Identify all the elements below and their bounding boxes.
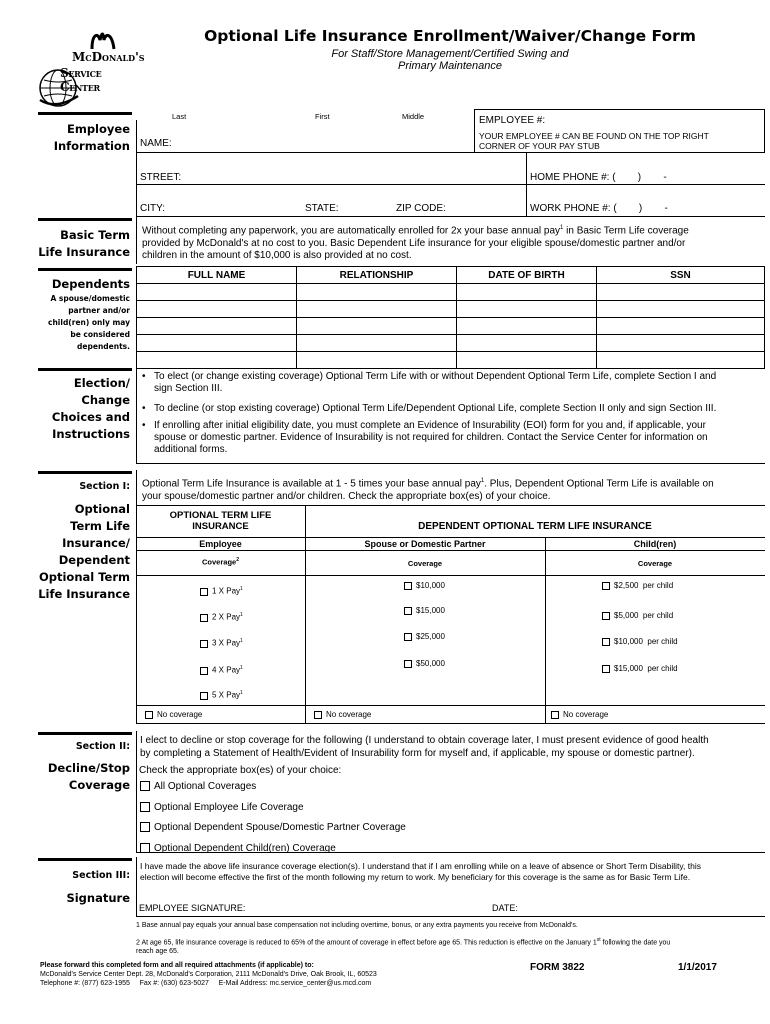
employee-option-2x[interactable]: 2 X Pay$^1$	[200, 612, 243, 622]
optional-term-header-line: OPTIONAL TERM LIFE	[169, 510, 272, 521]
option-label: Optional Dependent Spouse/Domestic Partner Coverage	[154, 822, 406, 833]
employee-no-coverage[interactable]	[145, 710, 202, 719]
table-cell[interactable]	[457, 335, 597, 352]
contact-info: Telephone #: (877) 623-1955 Fax #: (630) 623-5027 E-Mail Address: mc.service_center@us.mcd.com	[40, 980, 372, 987]
zip-field[interactable]: ZIP CODE:	[396, 203, 446, 214]
table-cell[interactable]	[137, 352, 297, 369]
coverage-label-employee	[136, 557, 305, 567]
section-2-text-line: by completing a Statement of Health/Evident of Insurability form for myself and, if applicable, my spouse or domestic partner).	[140, 747, 695, 759]
section-1-box	[136, 470, 765, 724]
dependent-optional-header: DEPENDENT OPTIONAL TERM LIFE INSURANCE	[418, 521, 652, 532]
header-full-name: FULL NAME	[137, 267, 297, 284]
optional-term-header	[136, 510, 305, 532]
section-3-text-line: election will become effective the first of the month following my return to work. My beneficiary for this coverage is the same as for Basic Term Life.	[140, 872, 691, 882]
option-label: $25,000	[416, 632, 445, 641]
instruction-item: • To elect (or change existing coverage) Optional Term Life with or without Dependent Optional Term Life, complete Section I and sign Section III.	[142, 371, 717, 394]
instruction-text: additional forms.	[154, 444, 228, 455]
dependents-label: Dependents	[51, 277, 130, 291]
table-row	[137, 301, 765, 318]
basic-term-label-1: Basic Term	[60, 228, 130, 242]
coverage-text: Coverage	[202, 557, 237, 567]
grid-line	[305, 505, 306, 724]
section-bar	[38, 112, 132, 115]
footnote-2-text: following the date you	[600, 939, 671, 947]
date-field[interactable]: DATE:	[492, 903, 518, 913]
option-label: $10,000	[416, 581, 445, 590]
checkbox-icon	[145, 711, 153, 719]
name-field[interactable]: NAME:	[140, 138, 172, 149]
decline-option-spouse[interactable]	[140, 818, 406, 839]
decline-option-all[interactable]	[140, 777, 406, 798]
child-option-5000[interactable]	[602, 611, 673, 620]
form-subtitle-1: For Staff/Store Management/Certified Swing and	[331, 48, 569, 60]
globe-icon	[36, 66, 80, 110]
section-1-title-line: Insurance/	[62, 536, 130, 550]
option-label: $10,000 per child	[614, 637, 678, 646]
employee-option-1x[interactable]: 1 X Pay$^1$	[200, 586, 243, 596]
spouse-no-coverage[interactable]	[314, 710, 371, 719]
child-option-2500[interactable]	[602, 581, 673, 590]
section-3-text	[140, 861, 762, 883]
section-1-intro-line: Optional Term Life Insurance is available at 1 - 5 times your base annual pay	[142, 478, 481, 490]
table-cell[interactable]	[297, 301, 457, 318]
table-cell[interactable]	[597, 284, 765, 301]
table-row	[137, 352, 765, 369]
table-cell[interactable]	[597, 352, 765, 369]
dependents-note-line: be considered	[70, 330, 130, 339]
coverage-label-child: Coverage	[637, 559, 673, 568]
checkbox-icon	[602, 665, 610, 673]
table-cell[interactable]	[297, 352, 457, 369]
checkbox-icon	[140, 781, 150, 791]
instruction-text: spouse or domestic partner. Evidence of Insurability is not required for children. Contact the Service Center for information on	[154, 432, 708, 443]
section-2-text	[140, 735, 760, 760]
header-date-of-birth: DATE OF BIRTH	[457, 267, 597, 284]
golden-arches-icon	[90, 30, 118, 50]
decline-option-children[interactable]	[140, 839, 406, 860]
table-header-row	[137, 267, 765, 284]
employee-option-5x[interactable]: 5 X Pay$^1$	[200, 690, 243, 700]
dependents-note-line: dependents.	[77, 342, 130, 351]
section-3-label: Section III:	[72, 870, 130, 881]
section-2-check-prompt: Check the appropriate box(es) of your choice:	[139, 765, 342, 776]
section-1-title	[20, 501, 130, 603]
employee-info-label	[30, 121, 130, 155]
employee-no-hint-1: YOUR EMPLOYEE # CAN BE FOUND ON THE TOP RIGHT	[479, 131, 709, 141]
election-label-line: Change	[81, 393, 130, 407]
footnote-2-text: reach age 65.	[136, 948, 179, 956]
option-label: 2 X Pay	[212, 612, 241, 622]
table-row	[137, 318, 765, 335]
table-cell[interactable]	[137, 284, 297, 301]
option-label: $15,000 per child	[614, 664, 678, 673]
option-label: 5 X Pay	[212, 690, 241, 700]
checkbox-icon	[551, 711, 559, 719]
table-cell[interactable]	[297, 284, 457, 301]
grid-line	[136, 537, 765, 538]
forward-instruction: Please forward this completed form and all required attachments (if applicable) to:	[40, 962, 314, 969]
section-2-title	[30, 760, 130, 794]
section-bar	[38, 218, 132, 221]
option-label: Optional Dependent Child(ren) Coverage	[154, 842, 336, 854]
section-1-title-line: Optional	[74, 502, 130, 516]
col-middle-label: Middle	[402, 112, 425, 121]
employee-no-box[interactable]	[474, 109, 765, 153]
grid-line	[136, 705, 765, 706]
dependents-table	[136, 266, 765, 369]
section-2-label: Section II:	[75, 741, 130, 752]
employee-col-header: Employee	[199, 539, 242, 549]
instruction-item: • If enrolling after initial eligibility date, you must complete an Evidence of Insurability (EOI) form for you and, if applicable, your spouse or domestic partner. Evidence of Insurability is not required for children. Contact the Service Center for information on additional forms.	[142, 420, 708, 455]
street-row	[136, 153, 765, 185]
checkbox-icon	[404, 582, 412, 590]
table-cell[interactable]	[137, 301, 297, 318]
form-title: Optional Life Insurance Enrollment/Waiver/Change Form	[204, 27, 696, 45]
home-phone-field[interactable]: HOME PHONE #: ( ) -	[530, 172, 667, 183]
checkbox-icon	[140, 822, 150, 832]
decline-options	[140, 777, 406, 859]
option-label: 3 X Pay	[212, 638, 241, 648]
street-field[interactable]: STREET:	[140, 172, 182, 183]
option-label: $2,500 per child	[614, 581, 674, 590]
checkbox-icon	[200, 692, 208, 700]
election-label-line: Choices and	[51, 410, 130, 424]
brand-line1: McDonald's	[72, 50, 145, 64]
footnote-2-text: At age 65, life insurance coverage is reduced to 65% of the amount of coverage in effect before age 65. This reduction is effective on the January 1	[139, 939, 597, 947]
section-bar	[38, 268, 132, 271]
table-cell[interactable]	[597, 318, 765, 335]
option-label: No coverage	[563, 710, 609, 719]
checkbox-icon	[404, 660, 412, 668]
table-cell[interactable]	[457, 318, 597, 335]
table-cell[interactable]	[297, 318, 457, 335]
section-1-intro-line: . Plus, Dependent Optional Term Life is available on	[484, 478, 714, 490]
table-row	[137, 284, 765, 301]
section-1-title-line: Dependent	[58, 553, 130, 567]
option-label: $50,000	[416, 659, 445, 668]
footnote-2-num: 2	[136, 939, 140, 947]
instruction-text: If enrolling after initial eligibility date, you must complete an Evidence of Insurability (EOI) form for you and, if applicable, your	[154, 420, 706, 431]
option-label: Optional Employee Life Coverage	[154, 801, 304, 813]
employee-option-3x[interactable]: 3 X Pay$^1$	[200, 638, 243, 648]
child-option-15000[interactable]	[602, 664, 678, 673]
city-row	[136, 185, 765, 217]
checkbox-icon	[200, 614, 208, 622]
checkbox-icon	[140, 802, 150, 812]
section-1-label: Section I:	[79, 481, 130, 492]
table-cell[interactable]	[457, 284, 597, 301]
table-row	[137, 335, 765, 352]
logo	[30, 30, 145, 110]
section-1-title-line: Optional Term	[38, 570, 130, 584]
section-bar	[38, 471, 132, 474]
col-last-label: Last	[172, 112, 187, 121]
footnote-2-sup: st	[596, 937, 601, 943]
instruction-text: To elect (or change existing coverage) Optional Term Life with or without Dependent Optional Term Life, complete Section I and	[154, 371, 717, 382]
child-col-header: Child(ren)	[633, 539, 677, 549]
section-bar	[38, 368, 132, 371]
spouse-option-50000[interactable]	[404, 659, 445, 668]
option-label: $15,000	[416, 606, 445, 615]
child-option-10000[interactable]	[602, 637, 678, 646]
coverage-label-spouse: Coverage	[407, 559, 443, 568]
table-cell[interactable]	[297, 335, 457, 352]
table-cell[interactable]	[137, 335, 297, 352]
table-cell[interactable]	[597, 335, 765, 352]
option-label: No coverage	[157, 710, 203, 719]
mailing-address: McDonald's Service Center Dept. 28, McDonald's Corporation, 2111 McDonald's Drive, Oak Brook, IL, 60523	[40, 971, 377, 978]
section-3-text-line: I have made the above life insurance coverage election(s). I understand that if I am enrolling while on a leave of absence or Short Term Disability, this	[140, 861, 701, 871]
dependents-note-line: A spouse/domestic	[50, 294, 130, 303]
grid-line	[136, 550, 765, 551]
section-2-title-line: Coverage	[68, 778, 130, 792]
grid-line	[136, 505, 765, 506]
employee-info-label-2: Information	[53, 139, 130, 153]
state-field[interactable]: STATE:	[305, 203, 339, 214]
header-relationship: RELATIONSHIP	[297, 267, 457, 284]
option-label: No coverage	[326, 710, 372, 719]
election-label-line: Election/	[73, 376, 130, 390]
section-2-text-line: I elect to decline or stop coverage for the following (I understand to obtain coverage later, I must present evidence of good health	[140, 735, 709, 746]
option-label: All Optional Coverages	[154, 781, 257, 792]
dependents-note	[30, 293, 130, 353]
employee-option-4x[interactable]: 4 X Pay$^1$	[200, 665, 243, 675]
checkbox-icon	[602, 582, 610, 590]
checkbox-icon	[200, 640, 208, 648]
header-ssn: SSN	[597, 267, 765, 284]
employee-signature-field[interactable]: EMPLOYEE SIGNATURE:	[139, 903, 246, 913]
checkbox-icon	[140, 843, 150, 853]
brand-line2: Service Center	[60, 66, 102, 94]
employee-no-label: EMPLOYEE #:	[479, 115, 546, 126]
checkbox-icon	[602, 638, 610, 646]
spouse-option-15000[interactable]	[404, 606, 445, 615]
section-1-intro-line: your spouse/domestic partner and/or children. Check the appropriate box(es) of your choice.	[142, 490, 551, 502]
basic-term-line-1b: in Basic Term Life coverage	[563, 225, 689, 237]
work-phone-field[interactable]: WORK PHONE #: ( ) -	[530, 203, 668, 214]
section-1-title-line: Term Life	[70, 519, 130, 533]
form-date: 1/1/2017	[678, 962, 717, 973]
checkbox-icon	[314, 711, 322, 719]
checkbox-icon	[602, 612, 610, 620]
table-cell[interactable]	[137, 318, 297, 335]
footnote-ref: 1	[480, 478, 485, 484]
basic-term-line-1: Without completing any paperwork, you are automatically enrolled for 2x your base annual pay	[142, 225, 561, 237]
checkbox-icon	[404, 633, 412, 641]
instruction-text: sign Section III.	[154, 383, 223, 394]
election-label-line: Instructions	[52, 427, 130, 441]
section-3-title: Signature	[66, 891, 130, 905]
spouse-col-header: Spouse or Domestic Partner	[364, 539, 486, 549]
option-label: 4 X Pay	[212, 665, 241, 675]
section-2-title-line: Decline/Stop	[47, 761, 130, 775]
employee-no-hint-2: CORNER OF YOUR PAY STUB	[479, 141, 600, 151]
option-label: $5,000 per child	[614, 611, 674, 620]
section-1-intro	[142, 475, 762, 503]
section-1-title-line: Life Insurance	[38, 587, 130, 601]
employee-info-label-1: Employee	[66, 122, 130, 136]
basic-term-label-2: Life Insurance	[38, 245, 130, 259]
footnote-ref: 1	[560, 225, 564, 231]
footnote-2	[136, 936, 766, 956]
basic-term-text	[142, 222, 762, 263]
instruction-text: To decline (or stop existing coverage) Optional Term Life/Dependent Optional Life, complete Section II only and sign Section III.	[154, 403, 717, 414]
footnote-ref: 2	[236, 557, 239, 563]
table-cell[interactable]	[457, 301, 597, 318]
grid-line	[136, 575, 765, 576]
form-number: FORM 3822	[530, 962, 585, 973]
table-cell[interactable]	[457, 352, 597, 369]
city-field[interactable]: CITY:	[140, 203, 166, 214]
dependents-note-line: child(ren) only may	[48, 318, 130, 327]
section-bar	[38, 858, 132, 861]
col-first-label: First	[315, 112, 330, 121]
decline-option-employee[interactable]	[140, 798, 406, 819]
option-label: 1 X Pay	[212, 586, 241, 596]
footnote-1: 1 Base annual pay equals your annual base compensation not including overtime, bonus, or any extra payments you receive from McDonald's.	[136, 922, 578, 929]
section-bar	[38, 732, 132, 735]
checkbox-icon	[200, 667, 208, 675]
basic-term-line-3: children in the amount of $10,000 is also provided at no cost.	[142, 250, 412, 262]
instruction-item: • To decline (or stop existing coverage) Optional Term Life/Dependent Optional Life, complete Section II only and sign Section III.	[142, 403, 717, 414]
election-instructions	[142, 371, 762, 456]
checkbox-icon	[404, 607, 412, 615]
child-no-coverage[interactable]	[551, 710, 608, 719]
optional-term-header-line: INSURANCE	[192, 521, 249, 532]
checkbox-icon	[200, 588, 208, 596]
spouse-option-25000[interactable]	[404, 632, 445, 641]
basic-term-line-2: provided by McDonald's at no cost to you. Basic Dependent Life insurance for your eligible spouse/domestic partner and/or	[142, 237, 686, 249]
spouse-option-10000[interactable]	[404, 581, 445, 590]
election-label	[30, 375, 130, 443]
form-subtitle-2: Primary Maintenance	[398, 60, 502, 72]
basic-term-label	[30, 227, 130, 261]
table-cell[interactable]	[597, 301, 765, 318]
dependents-note-line: partner and/or	[68, 306, 130, 315]
